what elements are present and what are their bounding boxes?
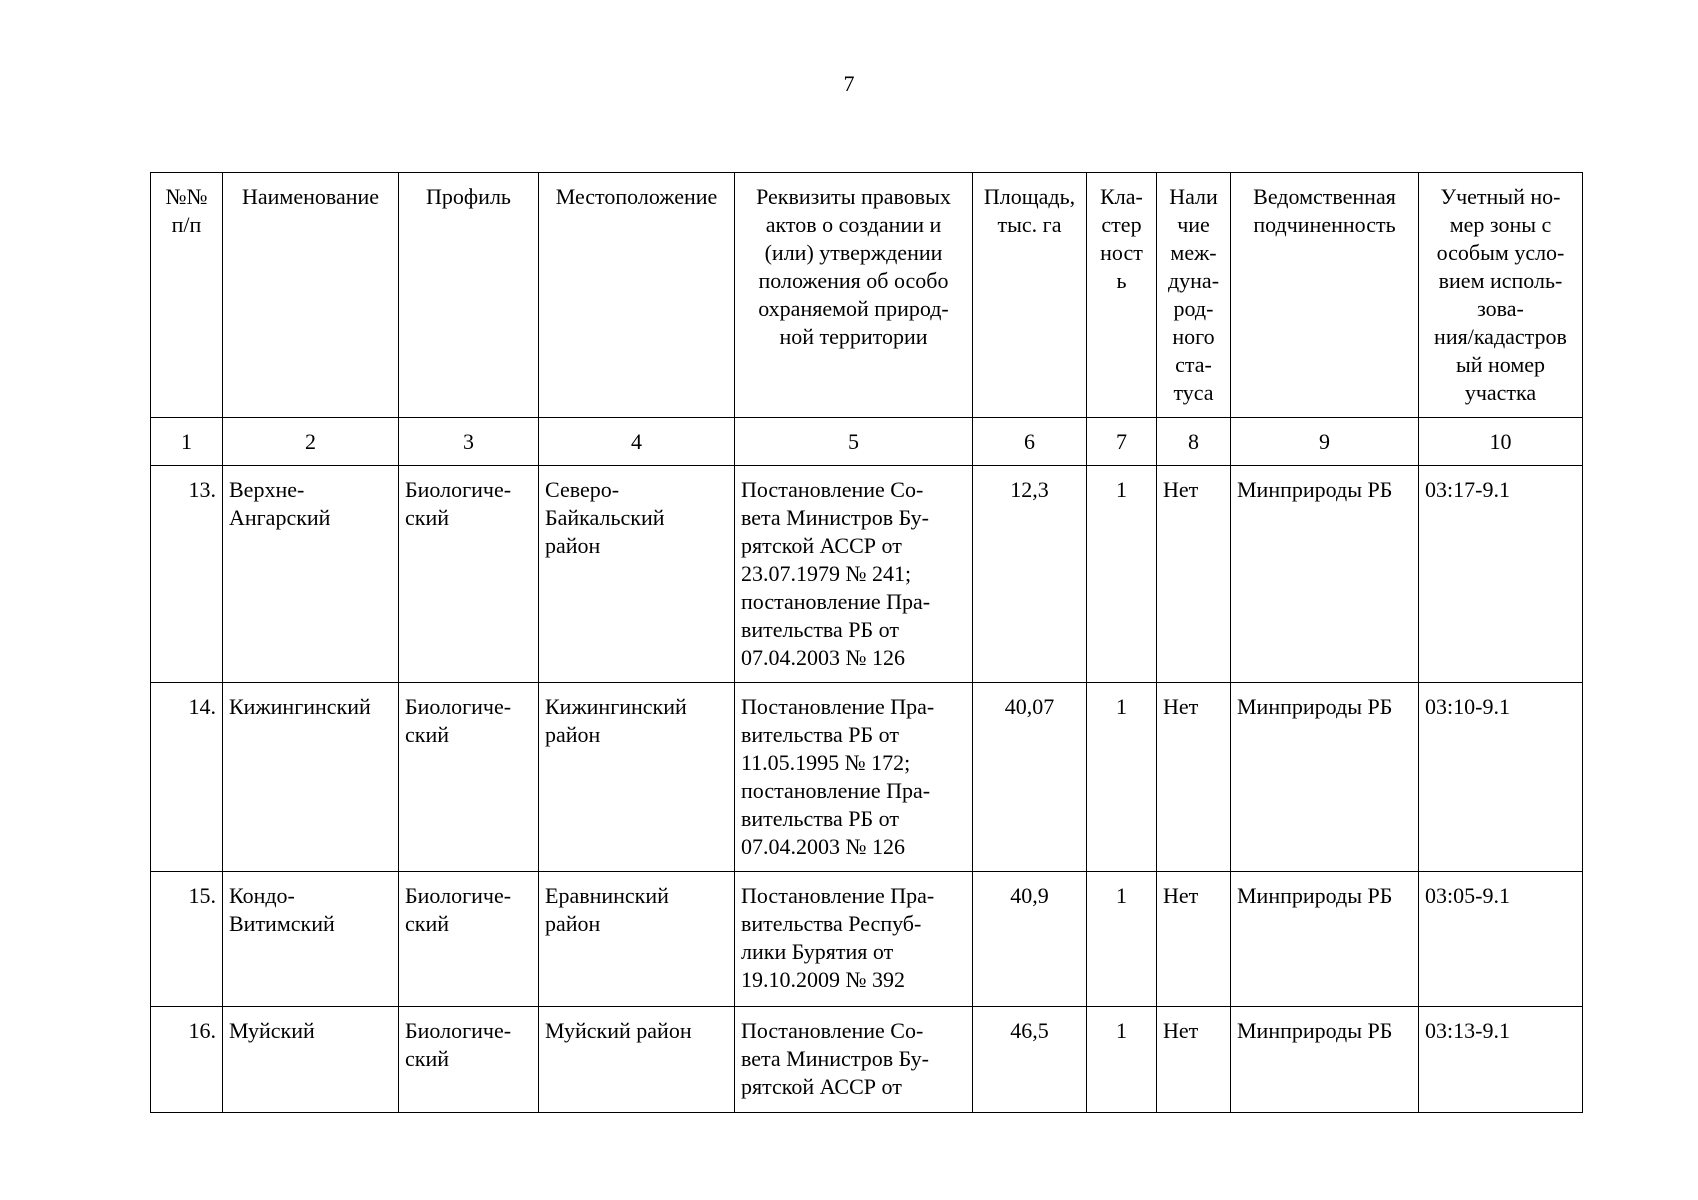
cell-number: 15. [151,872,223,1007]
cell-location: Муйский район [539,1007,735,1113]
column-number: 10 [1419,418,1583,466]
cell-location: Еравнинский район [539,872,735,1007]
column-number-row [151,418,1583,466]
column-number: 8 [1157,418,1231,466]
header-department: Ведомственная подчиненность [1231,173,1419,418]
cell-profile: Биологиче- ский [399,872,539,1007]
column-number: 9 [1231,418,1419,466]
cell-area: 12,3 [973,466,1087,683]
cell-registration-number: 03:17-9.1 [1419,466,1583,683]
header-intl-status: Нали чие меж- дуна- род- ного ста- туса [1157,173,1231,418]
table-row [151,683,1583,872]
cell-department: Минприроды РБ [1231,683,1419,872]
column-number: 2 [223,418,399,466]
cell-area: 40,07 [973,683,1087,872]
header-area: Площадь, тыс. га [973,173,1087,418]
column-number: 4 [539,418,735,466]
cell-legal-acts: Постановление Со- вета Министров Бу- рятской АССР от [735,1007,973,1113]
protected-areas-table [150,172,1583,1113]
cell-legal-acts: Постановление Со- вета Министров Бу- рятской АССР от 23.07.1979 № 241; постановление Пра- вительства РБ от 07.04.2003 № 126 [735,466,973,683]
cell-name: Верхне- Ангарский [223,466,399,683]
cell-intl-status: Нет [1157,1007,1231,1113]
cell-registration-number: 03:13-9.1 [1419,1007,1583,1113]
column-number: 7 [1087,418,1157,466]
header-number: №№ п/п [151,173,223,418]
cell-name: Кондо- Витимский [223,872,399,1007]
cell-department: Минприроды РБ [1231,872,1419,1007]
column-number: 5 [735,418,973,466]
page-number: 7 [843,71,855,96]
table-row [151,1007,1583,1113]
cell-cluster: 1 [1087,466,1157,683]
cell-registration-number: 03:05-9.1 [1419,872,1583,1007]
column-number: 6 [973,418,1087,466]
cell-profile: Биологиче- ский [399,1007,539,1113]
cell-location: Кижингинский район [539,683,735,872]
cell-number: 13. [151,466,223,683]
table-header-row [151,173,1583,418]
cell-location: Северо- Байкальский район [539,466,735,683]
header-cluster: Кла- стер ност ь [1087,173,1157,418]
cell-name: Муйский [223,1007,399,1113]
table-row [151,466,1583,683]
cell-cluster: 1 [1087,1007,1157,1113]
table-row [151,872,1583,1007]
column-number: 3 [399,418,539,466]
cell-area: 40,9 [973,872,1087,1007]
cell-number: 14. [151,683,223,872]
cell-department: Минприроды РБ [1231,1007,1419,1113]
cell-area: 46,5 [973,1007,1087,1113]
cell-intl-status: Нет [1157,683,1231,872]
cell-intl-status: Нет [1157,466,1231,683]
header-name: Наименование [223,173,399,418]
cell-legal-acts: Постановление Пра- вительства РБ от 11.05.1995 № 172; постановление Пра- вительства РБ от 07.04.2003 № 126 [735,683,973,872]
cell-number: 16. [151,1007,223,1113]
column-number: 1 [151,418,223,466]
cell-registration-number: 03:10-9.1 [1419,683,1583,872]
header-profile: Профиль [399,173,539,418]
header-registration-number: Учетный но- мер зоны с особым усло- вием исполь- зова- ния/кадастров ый номер участка [1419,173,1583,418]
cell-profile: Биологиче- ский [399,683,539,872]
cell-cluster: 1 [1087,683,1157,872]
cell-intl-status: Нет [1157,872,1231,1007]
cell-cluster: 1 [1087,872,1157,1007]
cell-legal-acts: Постановление Пра- вительства Респуб- лики Бурятия от 19.10.2009 № 392 [735,872,973,1007]
cell-profile: Биологиче- ский [399,466,539,683]
header-legal-acts: Реквизиты правовых актов о создании и (или) утверждении положения об особо охраняемой природ- ной территории [735,173,973,418]
cell-department: Минприроды РБ [1231,466,1419,683]
header-location: Местоположение [539,173,735,418]
cell-name: Кижингинский [223,683,399,872]
